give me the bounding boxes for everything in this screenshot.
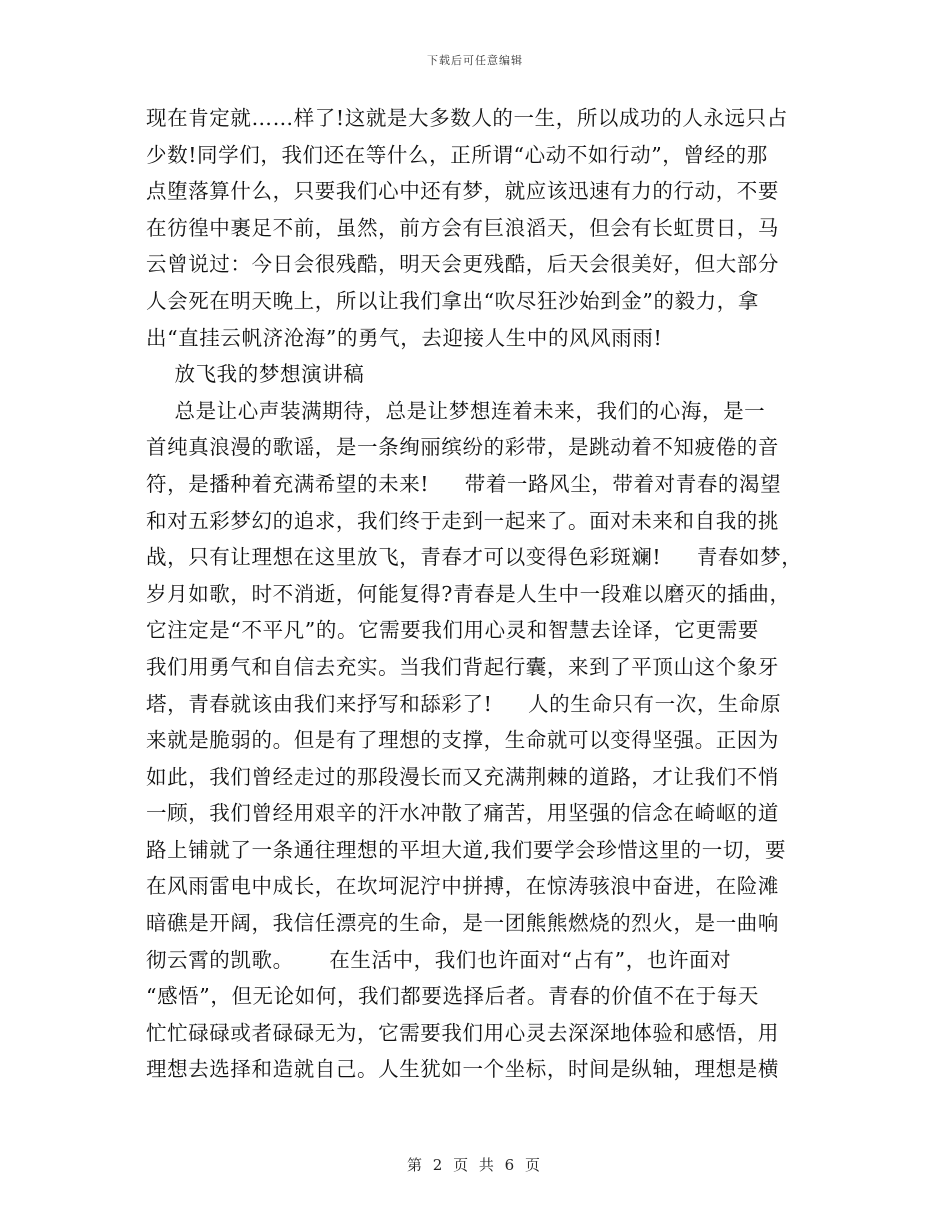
- text-line: 符，是播种着充满希望的未来! 带着一路风尘，带着对青春的渴望: [146, 471, 782, 496]
- text-line: 它注定是“不平凡”的。它需要我们用心灵和智慧去诠译，它更需要: [146, 618, 759, 643]
- text-line: 理想去选择和造就自己。人生犹如一个坐标，时间是纵轴，理想是横: [146, 1057, 779, 1082]
- page-number-footer: 第 2 页 共 6 页: [407, 1156, 543, 1174]
- text-line: 在彷徨中裹足不前，虽然，前方会有巨浪滔天，但会有长虹贯日，马: [146, 215, 779, 240]
- text-line: 首纯真浪漫的歌谣，是一条绚丽缤纷的彩带，是跳动着不知疲倦的音: [146, 435, 779, 460]
- text-line: 在风雨雷电中成长，在坎坷泥泞中拼搏，在惊涛骇浪中奋进，在险滩: [146, 874, 779, 899]
- text-line: 总是让心声装满期待，总是让梦想连着未来，我们的心海，是一: [146, 398, 766, 423]
- text-line: 来就是脆弱的。但是有了理想的支撑，生命就可以变得坚强。正因为: [146, 728, 779, 753]
- page-header-note: 下载后可任意编辑: [427, 54, 523, 67]
- document-body: [146, 100, 806, 1088]
- text-line: 和对五彩梦幻的追求，我们终于走到一起来了。面对未来和自我的挑: [146, 508, 779, 533]
- text-line: 暗礁是开阔，我信任漂亮的生命，是一团熊熊燃烧的烈火，是一曲响: [146, 911, 779, 936]
- text-line: 彻云霄的凯歌。 在生活中，我们也许面对“占有”，也许面对: [146, 947, 732, 972]
- text-line: 战，只有让理想在这里放飞，青春才可以变得色彩斑斓! 青春如梦，: [146, 545, 803, 570]
- text-line: 路上铺就了一条通往理想的平坦大道,我们要学会珍惜这里的一切，要: [146, 837, 787, 862]
- text-line: 忙忙碌碌或者碌碌无为，它需要我们用心灵去深深地体验和感悟，用: [146, 1020, 779, 1045]
- text-line: 岁月如歌，时不消逝，何能复得?青春是人生中一段难以磨灭的插曲，: [146, 581, 791, 606]
- text-line: 少数!同学们，我们还在等什么，正所谓“心动不如行动”，曾经的那: [146, 142, 768, 167]
- section-title: 放飞我的梦想演讲稿: [146, 362, 365, 387]
- text-line: 我们用勇气和自信去充实。当我们背起行囊，来到了平顶山这个象牙: [146, 654, 779, 679]
- text-line: 现在肯定就……样了!这就是大多数人的一生，所以成功的人永远只占: [146, 106, 788, 130]
- text-line: 出“直挂云帆济沧海”的勇气，去迎接人生中的风风雨雨!: [146, 325, 663, 350]
- text-line: 点堕落算什么，只要我们心中还有梦，就应该迅速有力的行动，不要: [146, 179, 779, 204]
- text-line: 人会死在明天晚上，所以让我们拿出“吹尽狂沙始到金”的毅力，拿: [146, 288, 759, 313]
- text-line: 云曾说过：今日会很残酷，明天会更残酷，后天会很美好，但大部分: [146, 252, 779, 277]
- text-line: 如此，我们曾经走过的那段漫长而又充满荆棘的道路，才让我们不悄: [146, 764, 779, 789]
- text-line: 塔，青春就该由我们来抒写和舔彩了! 人的生命只有一次，生命原: [146, 691, 782, 716]
- text-line: 一顾，我们曾经用艰辛的汗水冲散了痛苦，用坚强的信念在崎岖的道: [146, 801, 779, 826]
- text-line: “感悟”，但无论如何，我们都要选择后者。青春的价值不在于每天: [146, 984, 759, 1009]
